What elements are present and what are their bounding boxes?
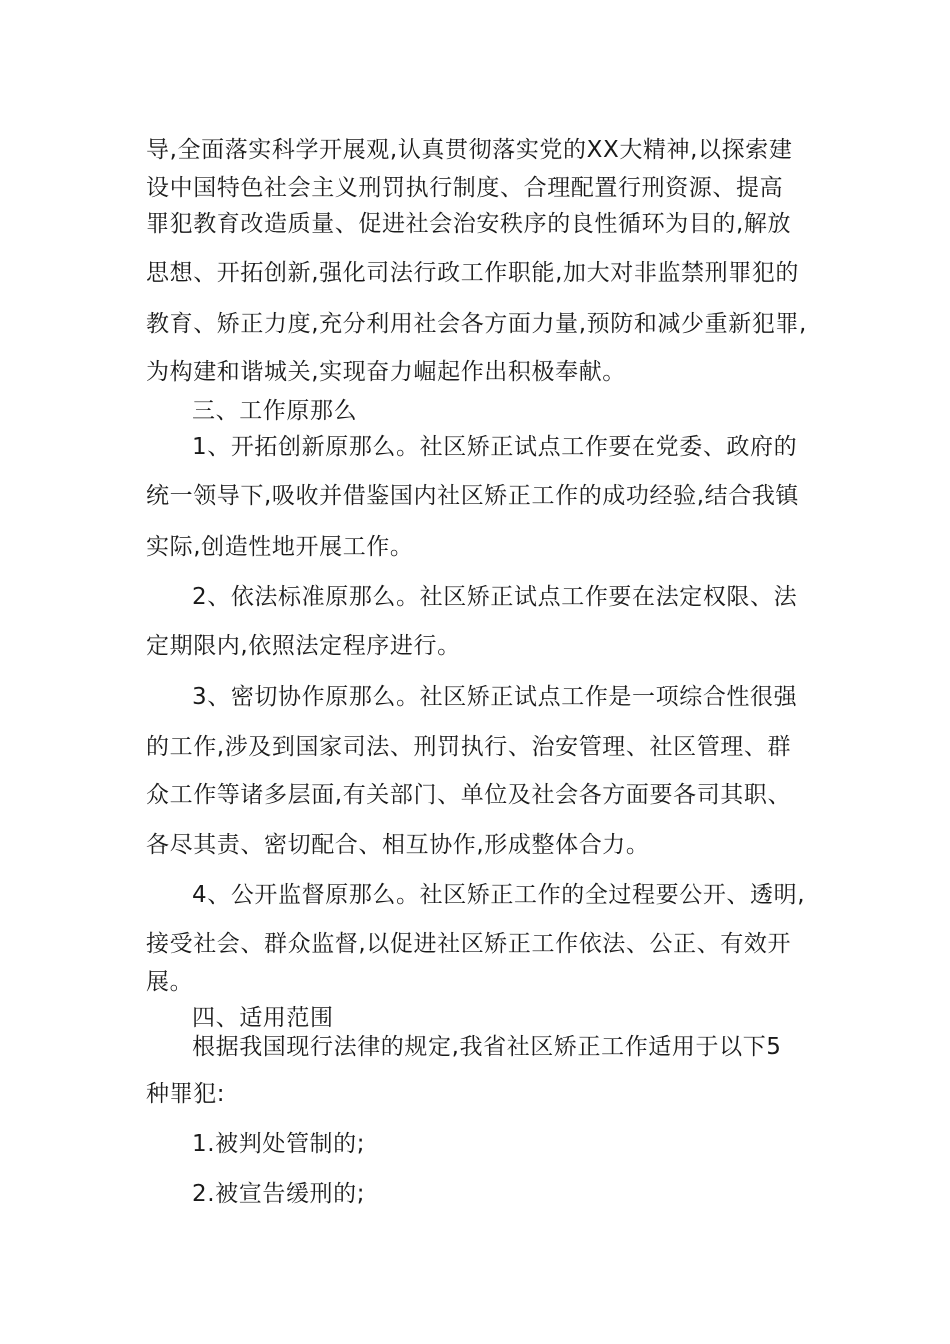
- list-item: 2.被宣告缓刑的;: [192, 1181, 366, 1207]
- body-line: 接受社会、群众监督,以促进社区矫正工作依法、公正、有效开: [146, 931, 792, 957]
- list-item: 1.被判处管制的;: [192, 1131, 366, 1157]
- body-line: 展。: [146, 969, 194, 995]
- body-line: 众工作等诸多层面,有关部门、单位及社会各方面要各司其职、: [146, 782, 792, 808]
- body-line: 各尽其责、密切配合、相互协作,形成整体合力。: [146, 832, 650, 858]
- body-line: 统一领导下,吸收并借鉴国内社区矫正工作的成功经验,结合我镇: [146, 483, 800, 509]
- body-line: 4、公开监督原那么。社区矫正工作的全过程要公开、透明,: [192, 882, 806, 908]
- body-line: 为构建和谐城关,实现奋力崛起作出积极奉献。: [146, 359, 626, 385]
- body-line: 定期限内,依照法定程序进行。: [146, 633, 461, 659]
- body-line: 罪犯教育改造质量、促进社会治安秩序的良性循环为目的,解放: [146, 211, 792, 237]
- section-heading: 四、适用范围: [192, 1005, 334, 1031]
- body-line: 导,全面落实科学开展观,认真贯彻落实党的XX大精神,以探索建: [146, 137, 793, 163]
- body-line: 实际,创造性地开展工作。: [146, 534, 414, 560]
- body-line: 2、依法标准原那么。社区矫正试点工作要在法定权限、法: [192, 584, 798, 610]
- body-line: 根据我国现行法律的规定,我省社区矫正工作适用于以下5: [192, 1034, 782, 1060]
- section-heading: 三、工作原那么: [192, 398, 358, 424]
- body-line: 思想、开拓创新,强化司法行政工作职能,加大对非监禁刑罪犯的: [146, 260, 800, 286]
- body-line: 1、开拓创新原那么。社区矫正试点工作要在党委、政府的: [192, 434, 798, 460]
- body-line: 3、密切协作原那么。社区矫正试点工作是一项综合性很强: [192, 684, 798, 710]
- body-line: 教育、矫正力度,充分利用社会各方面力量,预防和减少重新犯罪,: [146, 311, 807, 337]
- body-line: 的工作,涉及到国家司法、刑罚执行、治安管理、社区管理、群: [146, 734, 792, 760]
- body-line: 种罪犯:: [146, 1081, 226, 1107]
- body-line: 设中国特色社会主义刑罚执行制度、合理配置行刑资源、提高: [146, 175, 784, 201]
